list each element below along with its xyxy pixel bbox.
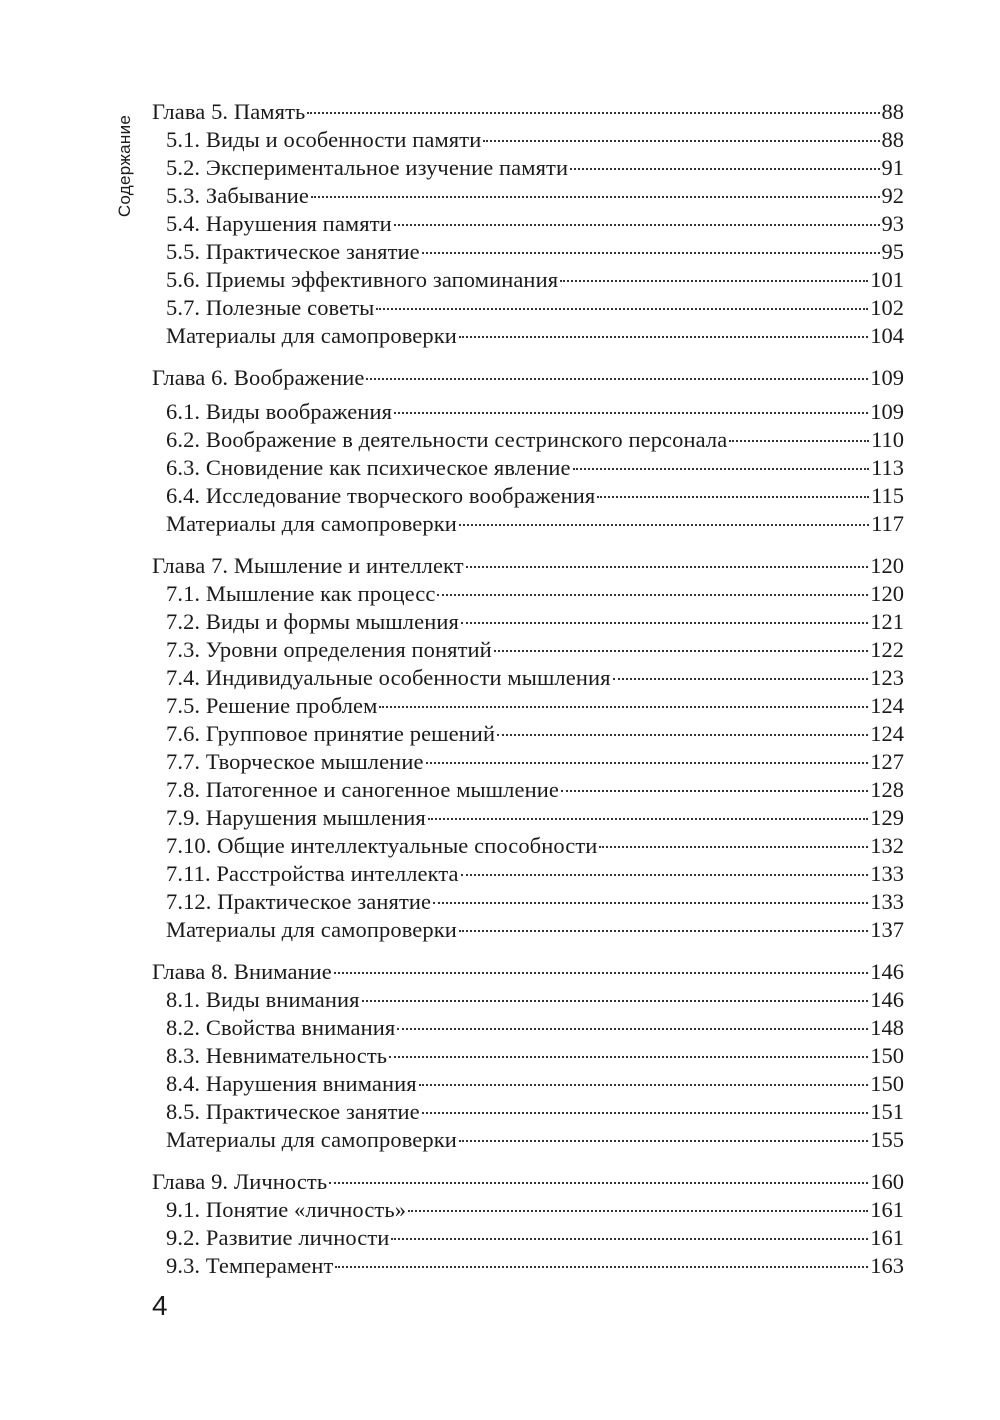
dot-leader [461, 621, 868, 624]
toc-entry-title: 8.2. Свойства внимания [166, 1015, 396, 1040]
toc-chapter-block [152, 1168, 904, 1280]
toc-entry-page: 101 [870, 267, 904, 292]
toc-entry-title: Глава 8. Внимание [152, 959, 332, 984]
dot-leader [570, 167, 879, 170]
toc-entry-title: 7.3. Уровни определения понятий [166, 637, 492, 662]
toc-entry-page: 92 [881, 183, 904, 208]
toc-entry[interactable] [152, 1014, 904, 1042]
toc-entry[interactable] [152, 294, 904, 322]
toc-chapter-block [152, 552, 904, 944]
dot-leader [335, 1265, 868, 1268]
toc-entry[interactable] [152, 1070, 904, 1098]
toc-entry-title: 5.6. Приемы эффективного запоминания [166, 267, 559, 292]
toc-entry-page: 160 [870, 1169, 904, 1194]
toc-entry-page: 124 [870, 721, 904, 746]
toc-entry[interactable] [152, 1196, 904, 1224]
toc-entry[interactable] [152, 126, 904, 154]
toc-entry-page: 133 [870, 889, 904, 914]
toc-chapter-block [152, 364, 904, 538]
toc-entry-title: 6.2. Воображение в деятельности сестринского персонала [166, 427, 728, 452]
toc-chapter-heading[interactable] [152, 958, 904, 986]
toc-entry-page: 122 [870, 637, 904, 662]
toc-entry-title: 9.2. Развитие личности [166, 1225, 390, 1250]
toc-entry-title: 7.5. Решение проблем [166, 693, 378, 718]
toc-entry-title: 7.11. Расстройства интеллекта [166, 861, 459, 886]
toc-entry-page: 121 [870, 609, 904, 634]
dot-leader [599, 845, 868, 848]
toc-entry-page: 137 [870, 917, 904, 942]
toc-entry-page: 124 [870, 693, 904, 718]
toc-entry-title: Материалы для самопроверки [166, 511, 457, 536]
toc-entry[interactable] [152, 182, 904, 210]
toc-entry-title: Материалы для самопроверки [166, 917, 457, 942]
toc-entry-title: 8.5. Практическое занятие [166, 1099, 420, 1124]
dot-leader [334, 971, 868, 974]
toc-entry-title: 7.1. Мышление как процесс [166, 581, 436, 606]
toc-entry-page: 128 [870, 777, 904, 802]
dot-leader [459, 1139, 868, 1142]
toc-entry-title: 6.4. Исследование творческого воображения [166, 483, 596, 508]
toc-entry-page: 161 [870, 1225, 904, 1250]
dot-leader [389, 1055, 868, 1058]
toc-entry[interactable] [152, 266, 904, 294]
toc-entry-page: 113 [871, 455, 904, 480]
toc-entry-title: Глава 6. Воображение [152, 365, 365, 390]
toc-entry-page: 88 [881, 99, 904, 124]
dot-leader [433, 901, 868, 904]
toc-entry-page: 117 [871, 511, 904, 536]
dot-leader [408, 1209, 868, 1212]
toc-entry-title: 5.4. Нарушения памяти [166, 211, 392, 236]
toc-entry[interactable] [152, 1252, 904, 1280]
dot-leader [459, 929, 868, 932]
dot-leader [461, 873, 869, 876]
toc-entry-title: 7.7. Творческое мышление [166, 749, 424, 774]
page-number: 4 [152, 1290, 168, 1321]
toc-entry-title: 6.3. Сновидение как психическое явление [166, 455, 571, 480]
toc-chapter-heading[interactable] [152, 364, 904, 392]
dot-leader [494, 649, 868, 652]
toc-entry-title: 7.9. Нарушения мышления [166, 805, 426, 830]
toc-entry-page: 91 [881, 155, 904, 180]
toc-entry[interactable] [152, 210, 904, 238]
toc-entry-page: 151 [870, 1099, 904, 1124]
toc-entry-page: 150 [870, 1071, 904, 1096]
toc-entry-title: 8.1. Виды внимания [166, 987, 360, 1012]
toc-entry[interactable] [152, 664, 904, 692]
toc-entry[interactable] [152, 1098, 904, 1126]
toc-entry-page: 150 [870, 1043, 904, 1068]
dot-leader [394, 223, 880, 226]
toc-entry[interactable] [152, 720, 904, 748]
running-header-text: Содержание [115, 114, 134, 218]
toc-entry[interactable] [152, 860, 904, 888]
toc-entry-title: 5.5. Практическое занятие [166, 239, 420, 264]
toc-chapter-heading[interactable] [152, 552, 904, 580]
dot-leader [422, 251, 880, 254]
dot-leader [397, 1027, 868, 1030]
toc-entry[interactable] [152, 510, 904, 538]
toc-entry[interactable] [152, 398, 904, 426]
dot-leader [459, 523, 869, 526]
dot-leader [422, 1111, 868, 1114]
toc-entry-title: Глава 5. Память [152, 99, 306, 124]
dot-leader [561, 789, 868, 792]
toc-entry-title: 7.10. Общие интеллектуальные способности [166, 833, 598, 858]
toc-entry-page: 148 [870, 1015, 904, 1040]
toc-entry[interactable] [152, 322, 904, 350]
toc-entry-page: 127 [870, 749, 904, 774]
toc-entry-page: 146 [870, 987, 904, 1012]
toc-entry[interactable] [152, 1224, 904, 1252]
toc-entry[interactable] [152, 636, 904, 664]
toc-chapter-block [152, 958, 904, 1154]
toc-entry-title: 8.3. Невнимательность [166, 1043, 388, 1068]
toc-entry-page: 109 [870, 399, 904, 424]
toc-entry-title: 5.7. Полезные советы [166, 295, 375, 320]
toc-entry-page: 88 [881, 127, 904, 152]
toc-entry-title: Глава 7. Мышление и интеллект [152, 553, 464, 578]
toc-entry-title: 8.4. Нарушения внимания [166, 1071, 417, 1096]
toc-entry-title: 5.3. Забывание [166, 183, 309, 208]
toc-entry[interactable] [152, 608, 904, 636]
table-of-contents [152, 98, 904, 1294]
toc-entry[interactable] [152, 238, 904, 266]
toc-entry[interactable] [152, 1042, 904, 1070]
dot-leader [366, 377, 868, 380]
toc-entry-title: 7.2. Виды и формы мышления [166, 609, 459, 634]
toc-entry-page: 93 [881, 211, 904, 236]
toc-entry[interactable] [152, 1126, 904, 1154]
dot-leader [437, 593, 868, 596]
dot-leader [573, 467, 869, 470]
toc-entry-page: 123 [870, 665, 904, 690]
dot-leader [362, 999, 869, 1002]
toc-entry-title: 9.3. Темперамент [166, 1253, 334, 1278]
toc-entry-page: 104 [870, 323, 904, 348]
toc-entry[interactable] [152, 748, 904, 776]
toc-entry[interactable] [152, 692, 904, 720]
toc-entry[interactable] [152, 986, 904, 1014]
dot-leader [379, 705, 868, 708]
toc-entry-page: 109 [870, 365, 904, 390]
toc-entry[interactable] [152, 776, 904, 804]
toc-chapter-block [152, 98, 904, 350]
dot-leader [497, 733, 868, 736]
dot-leader [391, 1237, 868, 1240]
toc-entry-title: 7.8. Патогенное и саногенное мышление [166, 777, 559, 802]
toc-entry-title: Материалы для самопроверки [166, 323, 457, 348]
running-header [112, 104, 138, 228]
toc-entry-title: 7.6. Групповое принятие решений [166, 721, 496, 746]
toc-entry-title: Материалы для самопроверки [166, 1127, 457, 1152]
toc-entry-title: 6.1. Виды воображения [166, 399, 393, 424]
toc-entry-page: 110 [871, 427, 904, 452]
dot-leader [483, 139, 879, 142]
toc-chapter-heading[interactable] [152, 98, 904, 126]
dot-leader [560, 279, 868, 282]
dot-leader [311, 195, 880, 198]
toc-entry[interactable] [152, 888, 904, 916]
toc-entry-page: 155 [870, 1127, 904, 1152]
toc-entry-page: 120 [870, 581, 904, 606]
dot-leader [376, 307, 868, 310]
toc-entry-title: Глава 9. Личность [152, 1169, 328, 1194]
toc-entry-page: 129 [870, 805, 904, 830]
dot-leader [329, 1181, 868, 1184]
toc-entry[interactable] [152, 154, 904, 182]
toc-entry[interactable] [152, 482, 904, 510]
toc-entry-page: 161 [870, 1197, 904, 1222]
toc-entry-page: 95 [881, 239, 904, 264]
toc-entry-title: 5.2. Экспериментальное изучение памяти [166, 155, 569, 180]
toc-entry-title: 7.12. Практическое занятие [166, 889, 432, 914]
toc-entry-page: 102 [870, 295, 904, 320]
toc-entry-page: 132 [870, 833, 904, 858]
dot-leader [597, 495, 869, 498]
dot-leader [428, 817, 868, 820]
toc-entry-title: 7.4. Индивидуальные особенности мышления [166, 665, 611, 690]
dot-leader [307, 111, 879, 114]
dot-leader [613, 677, 869, 680]
toc-entry[interactable] [152, 916, 904, 944]
toc-entry-page: 163 [870, 1253, 904, 1278]
toc-entry[interactable] [152, 804, 904, 832]
dot-leader [394, 411, 868, 414]
dot-leader [466, 565, 869, 568]
toc-entry-page: 120 [870, 553, 904, 578]
toc-chapter-heading[interactable] [152, 1168, 904, 1196]
toc-entry-page: 133 [870, 861, 904, 886]
dot-leader [459, 335, 868, 338]
toc-entry[interactable] [152, 580, 904, 608]
dot-leader [419, 1083, 869, 1086]
toc-entry-title: 9.1. Понятие «личность» [166, 1197, 407, 1222]
toc-entry-title: 5.1. Виды и особенности памяти [166, 127, 482, 152]
toc-entry[interactable] [152, 832, 904, 860]
toc-entry[interactable] [152, 454, 904, 482]
dot-leader [426, 761, 869, 764]
toc-entry[interactable] [152, 426, 904, 454]
dot-leader [729, 439, 869, 442]
toc-entry-page: 146 [870, 959, 904, 984]
toc-entry-page: 115 [871, 483, 904, 508]
